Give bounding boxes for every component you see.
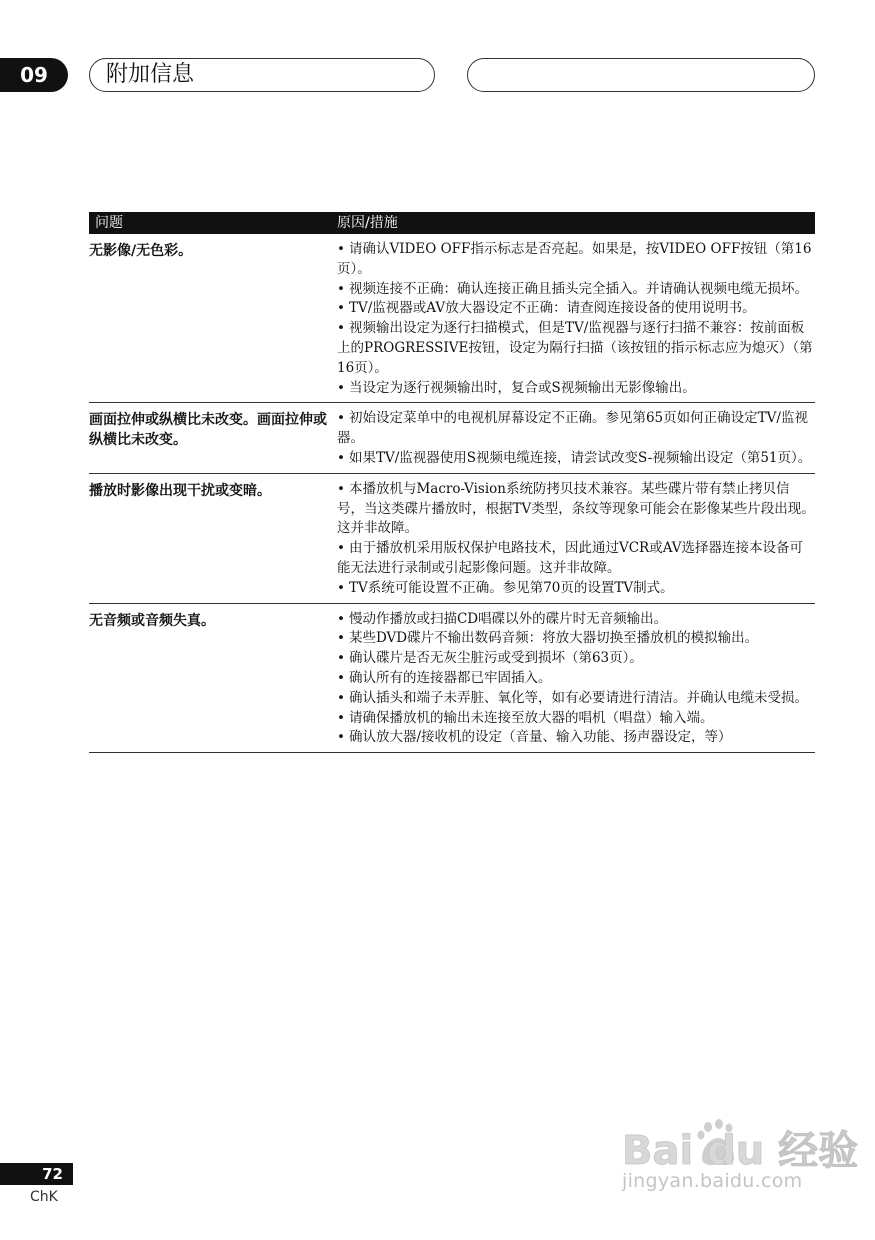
table-row: [89, 403, 815, 473]
remedy-item: • 确认所有的连接器都已牢固插入。: [337, 669, 552, 686]
remedy-item: • 视频连接不正确：确认连接正确且插头完全插入。并请确认视频电缆无损坏。: [337, 280, 808, 297]
remedy-item: • 初始设定菜单中的电视机屏幕设定不正确。参见第65页如何正确设定TV/监视器。: [337, 410, 808, 447]
problem-cell: 画面拉伸或纵横比未改变。画面拉伸或纵横比未改变。: [89, 412, 327, 449]
chapter-number-badge: 09: [0, 58, 68, 92]
watermark-logo-text: Bai du 经验: [622, 1128, 859, 1174]
language-code: ChK: [30, 1189, 58, 1205]
remedy-item: • 确认碟片是否无灰尘脏污或受到损坏（第63页）。: [337, 650, 643, 667]
table-row: [89, 604, 815, 754]
remedy-item: • 确认放大器/接收机的设定（音量、输入功能、扬声器设定，等）: [337, 729, 732, 746]
chapter-title: 附加信息: [89, 58, 435, 92]
troubleshooting-table: [89, 212, 815, 753]
remedy-cell: [337, 403, 815, 472]
table-row: [89, 234, 815, 403]
problem-cell: 播放时影像出现干扰或变暗。: [89, 482, 271, 499]
remedy-item: • 确认插头和端子未弄脏、氧化等，如有必要请进行清洁。并确认电缆未受损。: [337, 689, 808, 706]
remedy-item: • 请确认VIDEO OFF指示标志是否亮起。如果是，按VIDEO OFF按钮（第16页）。: [337, 241, 812, 277]
remedy-item: • 由于播放机采用版权保护电路技术，因此通过VCR或AV选择器连接本设备可能无法进行录制或引起影像问题。这并非故障。: [337, 540, 804, 576]
remedy-item: • 视频输出设定为逐行扫描模式，但是TV/监视器与逐行扫描不兼容：按前面板上的PROGRESSIVE按钮，设定为隔行扫描（该按钮的指示标志应为熄灭）（第16页）。: [337, 320, 813, 376]
chapter-title-right-box: [467, 58, 815, 92]
baidu-watermark: [618, 1112, 859, 1207]
remedy-item: • 本播放机与Macro-Vision系统防拷贝技术兼容。某些碟片带有禁止拷贝信号，当这类碟片播放时，根据TV类型，条纹等现象可能会在影像某些片段出现。这并非故障。: [337, 480, 815, 537]
remedy-item: • 如果TV/监视器使用S视频电缆连接，请尝试改变S-视频输出设定（第51页）。: [337, 449, 812, 466]
remedy-item: • 某些DVD碟片不输出数码音频：将放大器切换至播放机的模拟输出。: [337, 630, 759, 647]
remedy-item: • TV/监视器或AV放大器设定不正确：请查阅连接设备的使用说明书。: [337, 300, 756, 317]
problem-cell: 无音频或音频失真。: [89, 612, 215, 629]
watermark-url: jingyan.baidu.com: [622, 1170, 803, 1192]
remedy-item: • 慢动作播放或扫描CD唱碟以外的碟片时无音频输出。: [337, 610, 668, 627]
column-header-problem: 问题: [95, 215, 123, 231]
remedy-item: • 请确保播放机的输出未连接至放大器的唱机（唱盘）输入端。: [337, 709, 714, 726]
baidu-jingyan-logo: [622, 1120, 859, 1174]
remedy-cell: [337, 474, 815, 603]
remedy-cell: [337, 234, 815, 402]
remedy-item: • 当设定为逐行视频输出时，复合或S视频输出无影像输出。: [337, 379, 696, 396]
remedy-item: • TV系统可能设置不正确。参见第70页的设置TV制式。: [337, 579, 674, 596]
column-header-remedy: 原因/措施: [337, 215, 398, 231]
problem-cell: 无影像/无色彩。: [89, 243, 193, 259]
table-row: [89, 474, 815, 604]
page-number: 72: [0, 1163, 73, 1185]
table-header: [89, 212, 815, 234]
remedy-cell: [337, 604, 815, 753]
